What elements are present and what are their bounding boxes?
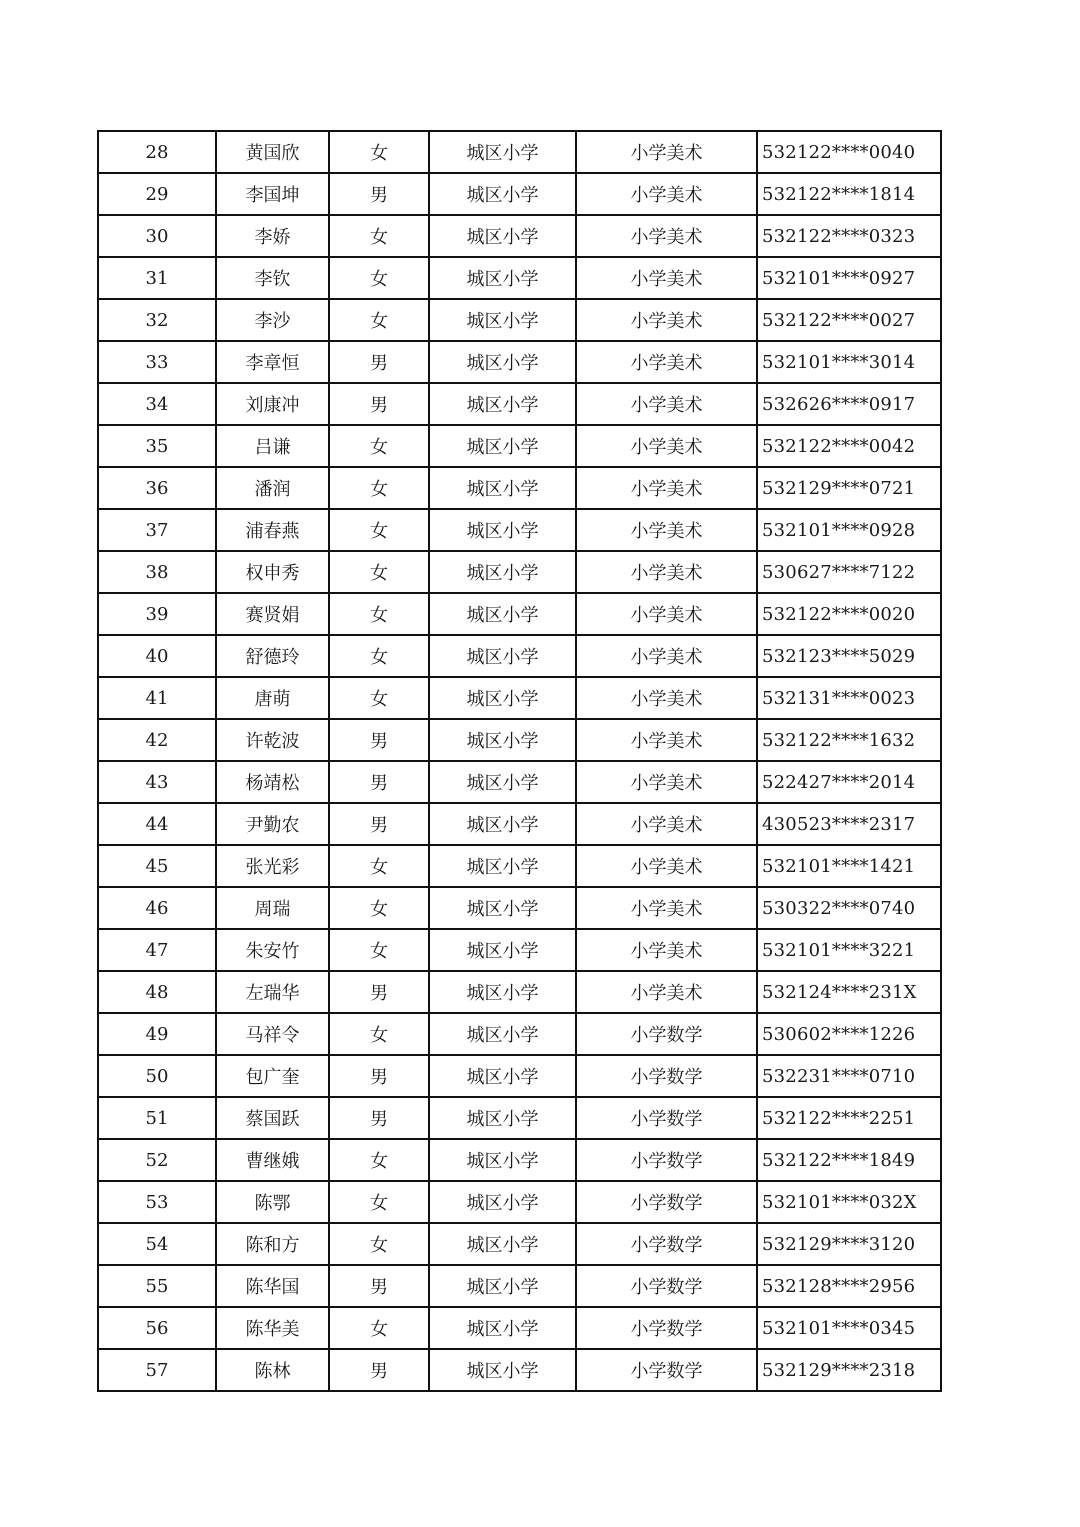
id-number-cell: 532122****1632 — [757, 719, 941, 761]
school-cell: 城区小学 — [429, 425, 576, 467]
subject-cell: 小学美术 — [576, 341, 757, 383]
row-number-cell: 47 — [98, 929, 216, 971]
subject-cell: 小学美术 — [576, 929, 757, 971]
row-number-cell: 37 — [98, 509, 216, 551]
subject-cell: 小学数学 — [576, 1181, 757, 1223]
id-number-cell: 532122****0323 — [757, 215, 941, 257]
id-number-cell: 532101****032X — [757, 1181, 941, 1223]
row-number-cell: 45 — [98, 845, 216, 887]
gender-cell: 女 — [329, 1181, 429, 1223]
table-row — [98, 1139, 941, 1181]
subject-cell: 小学数学 — [576, 1013, 757, 1055]
gender-cell: 女 — [329, 509, 429, 551]
name-cell: 权申秀 — [216, 551, 329, 593]
name-cell: 黄国欣 — [216, 131, 329, 173]
subject-cell: 小学美术 — [576, 719, 757, 761]
school-cell: 城区小学 — [429, 1307, 576, 1349]
subject-cell: 小学数学 — [576, 1349, 757, 1391]
school-cell: 城区小学 — [429, 173, 576, 215]
id-number-cell: 532122****1814 — [757, 173, 941, 215]
subject-cell: 小学数学 — [576, 1055, 757, 1097]
table-row — [98, 677, 941, 719]
subject-cell: 小学美术 — [576, 593, 757, 635]
name-cell: 陈鄂 — [216, 1181, 329, 1223]
name-cell: 潘润 — [216, 467, 329, 509]
row-number-cell: 53 — [98, 1181, 216, 1223]
gender-cell: 男 — [329, 1349, 429, 1391]
school-cell: 城区小学 — [429, 887, 576, 929]
gender-cell: 男 — [329, 1097, 429, 1139]
table-row — [98, 1265, 941, 1307]
table-row — [98, 1013, 941, 1055]
id-number-cell: 532129****3120 — [757, 1223, 941, 1265]
table-row — [98, 593, 941, 635]
name-cell: 李国坤 — [216, 173, 329, 215]
gender-cell: 女 — [329, 1139, 429, 1181]
id-number-cell: 532124****231X — [757, 971, 941, 1013]
roster-table — [97, 130, 942, 1392]
table-row — [98, 1055, 941, 1097]
table-row — [98, 509, 941, 551]
subject-cell: 小学数学 — [576, 1139, 757, 1181]
name-cell: 蔡国跃 — [216, 1097, 329, 1139]
school-cell: 城区小学 — [429, 1181, 576, 1223]
gender-cell: 女 — [329, 677, 429, 719]
row-number-cell: 33 — [98, 341, 216, 383]
table-row — [98, 467, 941, 509]
name-cell: 浦春燕 — [216, 509, 329, 551]
table-row — [98, 551, 941, 593]
table-row — [98, 845, 941, 887]
name-cell: 尹勤农 — [216, 803, 329, 845]
name-cell: 李娇 — [216, 215, 329, 257]
table-row — [98, 1097, 941, 1139]
table-row — [98, 299, 941, 341]
school-cell: 城区小学 — [429, 257, 576, 299]
row-number-cell: 31 — [98, 257, 216, 299]
name-cell: 包广奎 — [216, 1055, 329, 1097]
id-number-cell: 532101****0928 — [757, 509, 941, 551]
subject-cell: 小学美术 — [576, 173, 757, 215]
name-cell: 周瑞 — [216, 887, 329, 929]
name-cell: 陈华国 — [216, 1265, 329, 1307]
school-cell: 城区小学 — [429, 803, 576, 845]
gender-cell: 男 — [329, 341, 429, 383]
school-cell: 城区小学 — [429, 341, 576, 383]
subject-cell: 小学美术 — [576, 761, 757, 803]
gender-cell: 女 — [329, 845, 429, 887]
id-number-cell: 530627****7122 — [757, 551, 941, 593]
gender-cell: 女 — [329, 1013, 429, 1055]
id-number-cell: 530602****1226 — [757, 1013, 941, 1055]
name-cell: 吕谦 — [216, 425, 329, 467]
table-row — [98, 341, 941, 383]
school-cell: 城区小学 — [429, 215, 576, 257]
school-cell: 城区小学 — [429, 1349, 576, 1391]
school-cell: 城区小学 — [429, 551, 576, 593]
name-cell: 朱安竹 — [216, 929, 329, 971]
subject-cell: 小学美术 — [576, 131, 757, 173]
table-row — [98, 761, 941, 803]
id-number-cell: 532231****0710 — [757, 1055, 941, 1097]
id-number-cell: 532101****0345 — [757, 1307, 941, 1349]
school-cell: 城区小学 — [429, 467, 576, 509]
school-cell: 城区小学 — [429, 1265, 576, 1307]
school-cell: 城区小学 — [429, 845, 576, 887]
name-cell: 李章恒 — [216, 341, 329, 383]
gender-cell: 男 — [329, 1055, 429, 1097]
gender-cell: 男 — [329, 803, 429, 845]
school-cell: 城区小学 — [429, 299, 576, 341]
row-number-cell: 40 — [98, 635, 216, 677]
gender-cell: 女 — [329, 257, 429, 299]
school-cell: 城区小学 — [429, 635, 576, 677]
row-number-cell: 49 — [98, 1013, 216, 1055]
table-row — [98, 803, 941, 845]
school-cell: 城区小学 — [429, 1013, 576, 1055]
row-number-cell: 30 — [98, 215, 216, 257]
subject-cell: 小学美术 — [576, 383, 757, 425]
school-cell: 城区小学 — [429, 929, 576, 971]
row-number-cell: 52 — [98, 1139, 216, 1181]
table-row — [98, 1181, 941, 1223]
table-row — [98, 131, 941, 173]
table-row — [98, 887, 941, 929]
id-number-cell: 532122****2251 — [757, 1097, 941, 1139]
subject-cell: 小学美术 — [576, 509, 757, 551]
id-number-cell: 532101****3221 — [757, 929, 941, 971]
gender-cell: 女 — [329, 467, 429, 509]
row-number-cell: 36 — [98, 467, 216, 509]
subject-cell: 小学美术 — [576, 299, 757, 341]
name-cell: 许乾波 — [216, 719, 329, 761]
row-number-cell: 54 — [98, 1223, 216, 1265]
school-cell: 城区小学 — [429, 1139, 576, 1181]
subject-cell: 小学美术 — [576, 467, 757, 509]
row-number-cell: 29 — [98, 173, 216, 215]
table-row — [98, 1349, 941, 1391]
id-number-cell: 532129****2318 — [757, 1349, 941, 1391]
school-cell: 城区小学 — [429, 509, 576, 551]
school-cell: 城区小学 — [429, 1055, 576, 1097]
table-row — [98, 719, 941, 761]
subject-cell: 小学美术 — [576, 887, 757, 929]
row-number-cell: 38 — [98, 551, 216, 593]
subject-cell: 小学美术 — [576, 257, 757, 299]
subject-cell: 小学美术 — [576, 551, 757, 593]
name-cell: 陈华美 — [216, 1307, 329, 1349]
gender-cell: 女 — [329, 887, 429, 929]
subject-cell: 小学美术 — [576, 803, 757, 845]
name-cell: 曹继娥 — [216, 1139, 329, 1181]
row-number-cell: 55 — [98, 1265, 216, 1307]
school-cell: 城区小学 — [429, 719, 576, 761]
school-cell: 城区小学 — [429, 131, 576, 173]
id-number-cell: 532122****0040 — [757, 131, 941, 173]
subject-cell: 小学美术 — [576, 971, 757, 1013]
row-number-cell: 43 — [98, 761, 216, 803]
id-number-cell: 532626****0917 — [757, 383, 941, 425]
row-number-cell: 51 — [98, 1097, 216, 1139]
gender-cell: 男 — [329, 383, 429, 425]
name-cell: 李沙 — [216, 299, 329, 341]
name-cell: 李钦 — [216, 257, 329, 299]
name-cell: 舒德玲 — [216, 635, 329, 677]
gender-cell: 女 — [329, 425, 429, 467]
id-number-cell: 530322****0740 — [757, 887, 941, 929]
subject-cell: 小学美术 — [576, 677, 757, 719]
table-row — [98, 635, 941, 677]
row-number-cell: 56 — [98, 1307, 216, 1349]
row-number-cell: 42 — [98, 719, 216, 761]
name-cell: 陈林 — [216, 1349, 329, 1391]
school-cell: 城区小学 — [429, 383, 576, 425]
gender-cell: 男 — [329, 173, 429, 215]
school-cell: 城区小学 — [429, 1223, 576, 1265]
id-number-cell: 522427****2014 — [757, 761, 941, 803]
name-cell: 马祥令 — [216, 1013, 329, 1055]
row-number-cell: 48 — [98, 971, 216, 1013]
name-cell: 赛贤娟 — [216, 593, 329, 635]
gender-cell: 男 — [329, 971, 429, 1013]
table-row — [98, 215, 941, 257]
school-cell: 城区小学 — [429, 971, 576, 1013]
subject-cell: 小学数学 — [576, 1097, 757, 1139]
id-number-cell: 430523****2317 — [757, 803, 941, 845]
id-number-cell: 532101****3014 — [757, 341, 941, 383]
id-number-cell: 532101****1421 — [757, 845, 941, 887]
gender-cell: 女 — [329, 299, 429, 341]
table-row — [98, 1223, 941, 1265]
gender-cell: 男 — [329, 719, 429, 761]
row-number-cell: 57 — [98, 1349, 216, 1391]
id-number-cell: 532101****0927 — [757, 257, 941, 299]
id-number-cell: 532122****0020 — [757, 593, 941, 635]
gender-cell: 女 — [329, 551, 429, 593]
gender-cell: 女 — [329, 929, 429, 971]
row-number-cell: 41 — [98, 677, 216, 719]
gender-cell: 男 — [329, 1265, 429, 1307]
id-number-cell: 532128****2956 — [757, 1265, 941, 1307]
subject-cell: 小学美术 — [576, 845, 757, 887]
subject-cell: 小学数学 — [576, 1307, 757, 1349]
roster-body — [98, 131, 941, 1391]
name-cell: 左瑞华 — [216, 971, 329, 1013]
subject-cell: 小学美术 — [576, 635, 757, 677]
table-row — [98, 971, 941, 1013]
row-number-cell: 39 — [98, 593, 216, 635]
table-row — [98, 383, 941, 425]
id-number-cell: 532123****5029 — [757, 635, 941, 677]
gender-cell: 女 — [329, 1223, 429, 1265]
table-row — [98, 929, 941, 971]
subject-cell: 小学美术 — [576, 425, 757, 467]
subject-cell: 小学数学 — [576, 1265, 757, 1307]
id-number-cell: 532122****1849 — [757, 1139, 941, 1181]
name-cell: 唐萌 — [216, 677, 329, 719]
school-cell: 城区小学 — [429, 1097, 576, 1139]
row-number-cell: 34 — [98, 383, 216, 425]
row-number-cell: 44 — [98, 803, 216, 845]
table-row — [98, 257, 941, 299]
gender-cell: 女 — [329, 635, 429, 677]
gender-cell: 女 — [329, 593, 429, 635]
name-cell: 刘康冲 — [216, 383, 329, 425]
row-number-cell: 46 — [98, 887, 216, 929]
table-row — [98, 1307, 941, 1349]
id-number-cell: 532122****0027 — [757, 299, 941, 341]
name-cell: 杨靖松 — [216, 761, 329, 803]
gender-cell: 男 — [329, 761, 429, 803]
gender-cell: 女 — [329, 131, 429, 173]
row-number-cell: 35 — [98, 425, 216, 467]
row-number-cell: 32 — [98, 299, 216, 341]
school-cell: 城区小学 — [429, 593, 576, 635]
row-number-cell: 50 — [98, 1055, 216, 1097]
gender-cell: 女 — [329, 215, 429, 257]
id-number-cell: 532129****0721 — [757, 467, 941, 509]
id-number-cell: 532122****0042 — [757, 425, 941, 467]
table-row — [98, 425, 941, 467]
school-cell: 城区小学 — [429, 761, 576, 803]
subject-cell: 小学美术 — [576, 215, 757, 257]
name-cell: 张光彩 — [216, 845, 329, 887]
subject-cell: 小学数学 — [576, 1223, 757, 1265]
row-number-cell: 28 — [98, 131, 216, 173]
name-cell: 陈和方 — [216, 1223, 329, 1265]
gender-cell: 女 — [329, 1307, 429, 1349]
id-number-cell: 532131****0023 — [757, 677, 941, 719]
table-row — [98, 173, 941, 215]
school-cell: 城区小学 — [429, 677, 576, 719]
